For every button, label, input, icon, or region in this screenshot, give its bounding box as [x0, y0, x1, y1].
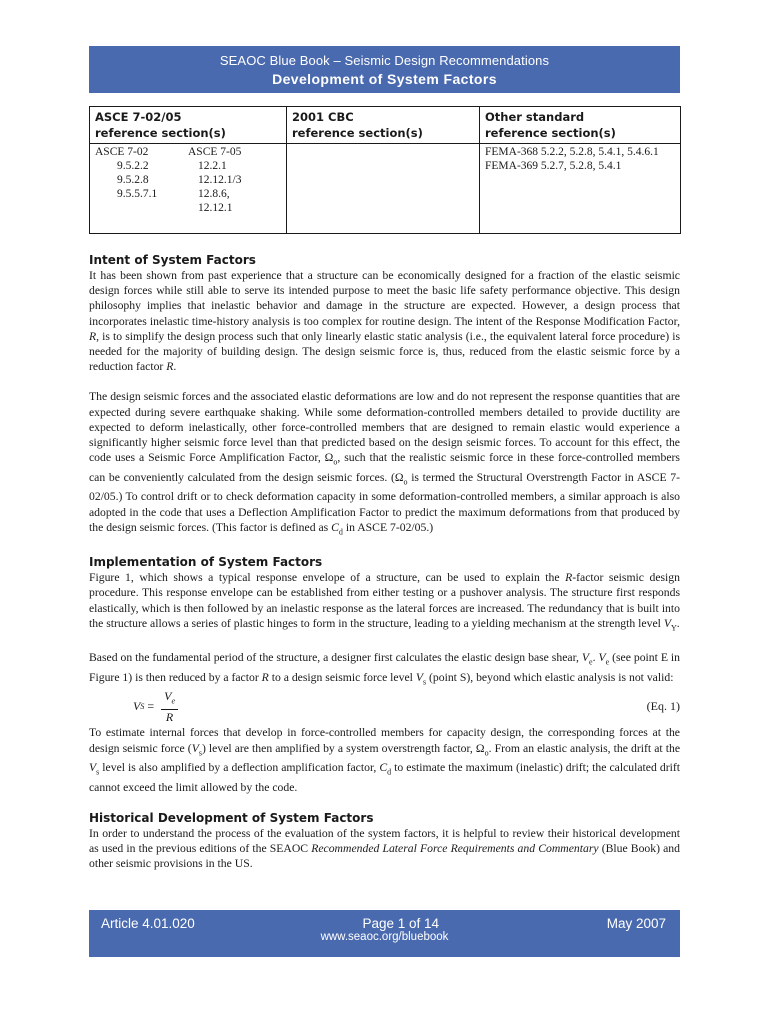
text-run: to estimate the maximum (inelastic) drift; the calculated drift cannot exceed the limit allowed by the code.	[89, 761, 680, 794]
symbol-subscript: d	[338, 527, 343, 537]
header-banner	[89, 46, 680, 93]
asce-7-02-heading: ASCE 7-02	[95, 146, 149, 158]
symbol-subscript: s	[96, 767, 100, 777]
text-run: ) level are then amplified by a system overstrength factor,	[201, 741, 476, 755]
text-run: is termed the Structural Overstrength Factor in ASCE 7-02/05.) To control drift or to check deformation capacity in some deformation-controlled members, a similar approach is also adopted in the code that uses a Deflection Amplification Factor to predict the maximum deformations from that produced by the design seismic forces. (This factor is defined as	[89, 470, 680, 534]
implementation-paragraph-2	[89, 650, 680, 689]
equation-1	[89, 689, 680, 723]
table-header-line: reference section(s)	[485, 126, 616, 140]
intent-paragraph-2	[89, 389, 680, 539]
symbol-subscript: Y	[670, 623, 677, 633]
equation-fraction	[161, 689, 178, 723]
table-header-row	[90, 107, 681, 144]
symbol-subscript: o	[484, 747, 489, 757]
other-standard-ref: FEMA-369 5.2.7, 5.2.8, 5.4.1	[485, 160, 622, 172]
historical-paragraph-1	[89, 826, 680, 872]
section-heading-intent: Intent of System Factors	[89, 253, 256, 267]
text-run: Figure 1, which shows a typical response envelope of a structure, can be used to explain the	[89, 571, 566, 585]
table-row	[90, 144, 681, 234]
text-run: in ASCE 7-02/05.)	[342, 520, 434, 534]
symbol-v: V	[415, 670, 423, 684]
footer-banner	[89, 910, 680, 957]
symbol-r: R	[89, 329, 97, 343]
footer-date: May 2007	[606, 916, 666, 931]
asce-7-05-item: 12.12.1	[198, 202, 233, 214]
text-run: -factor seismic design procedure. This response envelope can be established from either testing or a pushover analysis. The structure first responds elastically, which is then followed by an inelastic response as the lateral forces are increased. The redundancy that is built into the structure allows a series of plastic hinges to form in the structure, leading to a yielding mechanism at the strength level	[89, 571, 680, 630]
table-header-line: reference section(s)	[292, 126, 423, 140]
equation-denominator: R	[165, 709, 174, 724]
symbol-v: V	[598, 651, 606, 665]
cbc-cell	[287, 144, 480, 234]
text-run: (point S), beyond which elastic analysis is not valid:	[426, 670, 674, 684]
equation-lhs: V	[133, 698, 141, 713]
asce-7-05-item: 12.2.1	[198, 160, 227, 172]
intent-paragraph-1	[89, 268, 680, 374]
footer-row	[89, 910, 680, 931]
implementation-paragraph-3	[89, 725, 680, 794]
asce-7-02-item: 9.5.2.2	[117, 160, 149, 172]
text-run: , is to simplify the design process such that only linearly elastic static analysis (i.e., the equivalent lateral force procedure) is needed for the majority of building design. The design seismic force is, thus, reduced from the elastic seismic force by a reduction factor	[89, 329, 680, 374]
asce-7-02-column	[95, 145, 188, 215]
equation-expression	[133, 689, 178, 723]
symbol-subscript: s	[198, 747, 202, 757]
table-header-line: ASCE 7-02/05	[95, 110, 182, 124]
document-title-reference: Recommended Lateral Force Requirements and Commentary	[311, 842, 599, 856]
asce-7-05-item: 12.12.1/3	[198, 174, 242, 186]
symbol-omega: Ω	[475, 741, 485, 755]
symbol-r: R	[166, 360, 174, 374]
section-heading-historical: Historical Development of System Factors	[89, 810, 374, 825]
symbol-subscript: o	[403, 477, 408, 487]
table-header-other	[480, 107, 681, 144]
text-run: Based on the fundamental period of the structure, a designer first calculates the elastic design base shear,	[89, 651, 582, 665]
table-header-line: Other standard	[485, 110, 585, 124]
symbol-c: C	[379, 761, 388, 775]
text-run: .	[676, 616, 680, 630]
text-run: level is also amplified by a deflection amplification factor,	[99, 761, 380, 775]
text-run: , such that the realistic seismic force in these force-controlled members can be conveniently calculated from the design seismic forces. (	[89, 451, 680, 484]
symbol-v: V	[581, 651, 590, 665]
symbol-subscript: e	[589, 657, 593, 667]
text-run: . From an elastic analysis, the drift at the	[488, 741, 681, 755]
symbol-subscript: s	[422, 677, 427, 687]
text-run: To estimate internal forces that develop in force-controlled members for capacity design, the corresponding forces at the design seismic force (	[89, 726, 680, 755]
text-run: .	[173, 360, 177, 374]
text-run: (Blue Book) and other seismic provisions in the US.	[89, 842, 680, 871]
asce-7-05-heading: ASCE 7-05	[188, 146, 242, 158]
symbol-c: C	[331, 520, 339, 534]
section-heading-implementation: Implementation of System Factors	[89, 555, 323, 570]
symbol-r: R	[261, 670, 269, 684]
reference-sections-table	[89, 106, 681, 234]
symbol-omega: Ω	[394, 470, 404, 484]
symbol-subscript: S	[140, 701, 145, 711]
equation-equals: =	[144, 698, 158, 713]
footer-article: Article 4.01.020	[101, 916, 195, 931]
other-cell	[480, 144, 681, 234]
asce-7-02-item: 9.5.2.8	[117, 174, 149, 186]
symbol-r: R	[565, 571, 573, 585]
text-run: to a design seismic force level	[268, 670, 416, 684]
symbol-subscript: e	[171, 696, 176, 706]
document-body	[89, 252, 680, 884]
table-header-line: 2001 CBC	[292, 110, 354, 124]
table-header-cbc	[287, 107, 480, 144]
symbol-v: V	[191, 741, 199, 755]
header-document-title: Development of System Factors	[272, 71, 497, 87]
implementation-paragraph-1	[89, 570, 680, 635]
text-run: The design seismic forces and the associated elastic deformations are low and do not represent the response quantities that are expected during severe earthquake shaking. While some deformation-controlled members detailed to provide ductility are expected to deform inelastically, other force-controlled members that are designed to remain elastic would experience a significantly higher seismic force level than that predicted based on the design seismic forces. To account for this effect, the code uses a Seismic Force Amplification Factor,	[89, 390, 680, 465]
symbol-subscript: d	[387, 767, 392, 777]
asce-cell	[90, 144, 287, 234]
table-header-line: reference section(s)	[95, 126, 226, 140]
equation-numerator	[161, 689, 178, 709]
symbol-v: V	[663, 616, 671, 630]
asce-7-05-item: 12.8.6,	[198, 188, 230, 200]
asce-7-02-item: 9.5.5.7.1	[117, 188, 158, 200]
table-header-asce	[90, 107, 287, 144]
equation-numerator-symbol: V	[164, 689, 172, 704]
text-run: .	[592, 651, 599, 665]
text-run: In order to understand the process of the evaluation of the system factors, it is helpful to review their historical development as used in the previous editions of the SEAOC	[89, 826, 680, 856]
other-standard-ref: FEMA-368 5.2.2, 5.2.8, 5.4.1, 5.4.6.1	[485, 146, 659, 158]
text-run: (see point E in Figure 1) is then reduced by a factor	[89, 651, 681, 684]
equation-label: (Eq. 1)	[646, 698, 680, 713]
footer-page-number: Page 1 of 14	[362, 916, 440, 931]
header-series-title: SEAOC Blue Book – Seismic Design Recommendations	[219, 53, 550, 68]
asce-7-05-column	[188, 145, 281, 215]
symbol-subscript: e	[605, 657, 610, 667]
footer-url[interactable]: www.seaoc.org/bluebook	[320, 931, 449, 943]
symbol-omega: Ω	[324, 451, 334, 465]
symbol-v: V	[89, 761, 97, 775]
symbol-subscript: o	[333, 457, 338, 467]
text-run: It has been shown from past experience that a structure can be economically designed for a fraction of the elastic seismic design forces while still able to serve its intended purpose to meet the basic life safety performance objective. This design philosophy implies that inelastic behavior and damage in the structure are expected. However, a design process that incorporates inelastic time-history analysis is too complex for routine design. The intent of the Response Modification Factor,	[89, 269, 680, 328]
